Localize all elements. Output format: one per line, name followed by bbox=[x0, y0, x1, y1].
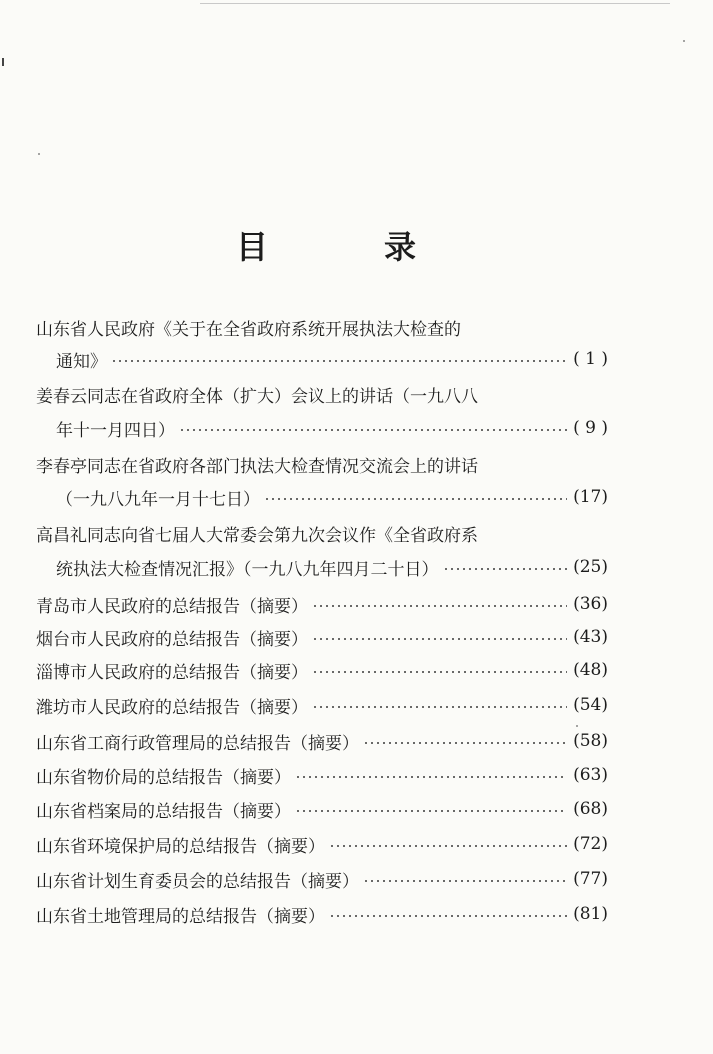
toc-entry-title: 烟台市人民政府的总结报告（摘要） bbox=[36, 629, 308, 650]
toc-page-number: (54) bbox=[573, 695, 608, 715]
toc-page-number: (17) bbox=[573, 487, 608, 507]
scan-top-rule bbox=[200, 3, 670, 4]
toc-entry-title: 山东省环境保护局的总结报告（摘要） bbox=[36, 836, 325, 857]
toc-entry-title-cont: 通知》 bbox=[56, 351, 107, 372]
toc-entry-11 bbox=[36, 794, 608, 824]
leader-dots bbox=[329, 845, 567, 847]
title-char-1: 目 bbox=[236, 228, 269, 266]
toc-entry-5 bbox=[36, 589, 608, 619]
toc-entry-14 bbox=[36, 899, 608, 929]
toc-entry-title: 山东省工商行政管理局的总结报告（摘要） bbox=[36, 733, 359, 754]
toc-page-number: (58) bbox=[573, 731, 608, 751]
leader-dots bbox=[312, 638, 567, 640]
toc-entry-title: 山东省计划生育委员会的总结报告（摘要） bbox=[36, 871, 359, 892]
toc-page-number: (43) bbox=[573, 627, 608, 647]
leader-dots bbox=[312, 605, 567, 607]
page-title bbox=[0, 222, 713, 272]
toc-page-number: (63) bbox=[573, 765, 608, 785]
leader-dots bbox=[295, 810, 567, 812]
scan-speck bbox=[38, 153, 40, 155]
leader-dots bbox=[111, 360, 567, 362]
title-char-2: 录 bbox=[384, 228, 417, 266]
scan-speck bbox=[576, 725, 578, 727]
toc-entry-title: 李春亭同志在省政府各部门执法大检查情况交流会上的讲话 bbox=[36, 456, 478, 477]
toc-entry-6 bbox=[36, 622, 608, 652]
toc-entry-10 bbox=[36, 760, 608, 790]
toc-page-number: (48) bbox=[573, 660, 608, 680]
leader-dots bbox=[179, 429, 567, 431]
toc-page-number: (77) bbox=[573, 869, 608, 889]
toc-entry-title: 青岛市人民政府的总结报告（摘要） bbox=[36, 596, 308, 617]
leader-dots bbox=[443, 568, 568, 570]
toc-entry-12 bbox=[36, 829, 608, 859]
toc-entry-9 bbox=[36, 726, 608, 756]
toc-page-number: (72) bbox=[573, 834, 608, 854]
toc-entry-title: 山东省物价局的总结报告（摘要） bbox=[36, 767, 291, 788]
toc-page-number: (81) bbox=[573, 904, 608, 924]
toc-entry-1-line-2 bbox=[56, 344, 608, 374]
toc-page-number: (25) bbox=[573, 557, 608, 577]
toc-entry-3-line-1 bbox=[36, 449, 596, 479]
toc-entry-title: 潍坊市人民政府的总结报告（摘要） bbox=[36, 697, 308, 718]
toc-entry-2-line-1 bbox=[36, 379, 596, 409]
toc-entry-13 bbox=[36, 864, 608, 894]
toc-page-number: (36) bbox=[573, 594, 608, 614]
toc-entry-3-line-2 bbox=[56, 482, 608, 512]
toc-entry-title: 山东省档案局的总结报告（摘要） bbox=[36, 801, 291, 822]
leader-dots bbox=[329, 915, 567, 917]
leader-dots bbox=[264, 498, 567, 500]
toc-entry-4-line-1 bbox=[36, 518, 596, 548]
leader-dots bbox=[312, 706, 567, 708]
toc-page-number: ( 1 ) bbox=[573, 349, 608, 369]
leader-dots bbox=[312, 671, 567, 673]
toc-page-number: ( 9 ) bbox=[573, 418, 608, 438]
toc-entry-title-cont: （一九八九年一月十七日） bbox=[56, 489, 260, 510]
leader-dots bbox=[363, 742, 567, 744]
toc-entry-title-cont: 统执法大检查情况汇报》（一九八九年四月二十日） bbox=[56, 559, 439, 580]
toc-entry-2-line-2 bbox=[56, 413, 608, 443]
leader-dots bbox=[295, 776, 567, 778]
scan-speck bbox=[683, 40, 685, 42]
scan-edge-mark bbox=[2, 58, 4, 66]
toc-entry-1-line-1 bbox=[36, 312, 556, 342]
leader-dots bbox=[363, 880, 567, 882]
toc-page-number: (68) bbox=[573, 799, 608, 819]
toc-entry-8 bbox=[36, 690, 608, 720]
toc-entry-4-line-2 bbox=[56, 552, 608, 582]
toc-entry-title: 山东省土地管理局的总结报告（摘要） bbox=[36, 906, 325, 927]
toc-entry-title-cont: 年十一月四日） bbox=[56, 420, 175, 441]
toc-entry-title: 高昌礼同志向省七届人大常委会第九次会议作《全省政府系 bbox=[36, 525, 478, 546]
toc-entry-title: 姜春云同志在省政府全体（扩大）会议上的讲话（一九八八 bbox=[36, 386, 478, 407]
toc-entry-7 bbox=[36, 655, 608, 685]
toc-entry-title: 山东省人民政府《关于在全省政府系统开展执法大检查的 bbox=[36, 319, 461, 340]
toc-entry-title: 淄博市人民政府的总结报告（摘要） bbox=[36, 662, 308, 683]
